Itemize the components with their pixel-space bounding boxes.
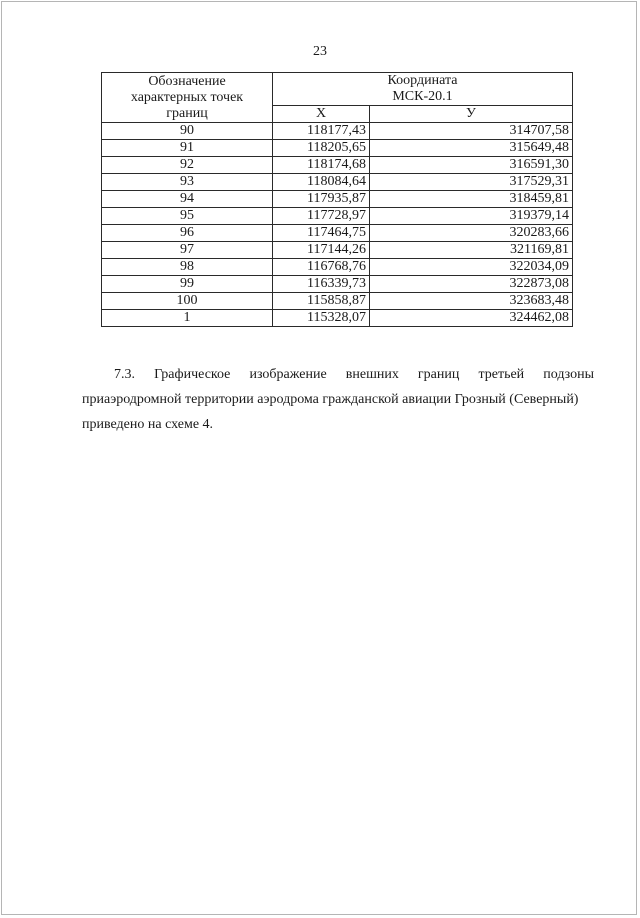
point-number-cell: 95 [102,208,273,225]
x-coordinate-cell: 118084,64 [273,174,370,191]
header-designation-line: Обозначение [148,73,226,89]
header-coordinate-line: МСК-20.1 [392,89,453,104]
x-coordinate-cell: 115328,07 [273,310,370,327]
table-row [102,140,573,157]
y-coordinate-cell: 316591,30 [370,157,573,174]
table-row [102,276,573,293]
paragraph-line: 7.3. Графическое изображение внешних границ третьей подзоны [114,367,594,382]
point-number-cell: 1 [102,310,273,327]
y-coordinate-cell: 321169,81 [370,242,573,259]
coordinates-table [101,72,573,327]
x-coordinate-cell: 116339,73 [273,276,370,293]
point-number-cell: 93 [102,174,273,191]
point-number-cell: 90 [102,123,273,140]
y-coordinate-cell: 320283,66 [370,225,573,242]
x-coordinate-cell: 117935,87 [273,191,370,208]
x-coordinate-cell: 117464,75 [273,225,370,242]
paragraph-line: приаэродромной территории аэродрома гражданской авиации Грозный (Северный) [82,392,579,407]
section-paragraph [82,362,594,437]
table-row [102,225,573,242]
point-number-cell: 98 [102,259,273,276]
table-row [102,123,573,140]
table-row [102,174,573,191]
x-coordinate-cell: 118205,65 [273,140,370,157]
y-coordinate-cell: 314707,58 [370,123,573,140]
y-coordinate-cell: 322034,09 [370,259,573,276]
table-row [102,191,573,208]
point-number-cell: 96 [102,225,273,242]
x-coordinate-cell: 115858,87 [273,293,370,310]
y-coordinate-cell: 318459,81 [370,191,573,208]
table-row [102,157,573,174]
table-body [102,123,573,327]
header-point-designation [102,73,273,123]
table-row [102,208,573,225]
table-header-row [102,73,573,106]
y-coordinate-cell: 322873,08 [370,276,573,293]
point-number-cell: 94 [102,191,273,208]
table-row [102,242,573,259]
table-row [102,293,573,310]
header-designation-line: границ [166,105,208,121]
point-number-cell: 99 [102,276,273,293]
x-coordinate-cell: 117728,97 [273,208,370,225]
x-coordinate-cell: 118177,43 [273,123,370,140]
y-coordinate-cell: 324462,08 [370,310,573,327]
header-designation-line: характерных точек [130,89,244,105]
page-number: 23 [313,44,327,59]
y-coordinate-cell: 319379,14 [370,208,573,225]
x-coordinate-cell: 117144,26 [273,242,370,259]
x-coordinate-cell: 118174,68 [273,157,370,174]
header-coordinate-line: Координата [387,73,458,88]
y-coordinate-cell: 323683,48 [370,293,573,310]
point-number-cell: 91 [102,140,273,157]
header-y: У [370,106,573,123]
header-x: X [273,106,370,123]
table-row [102,310,573,327]
point-number-cell: 92 [102,157,273,174]
paragraph-line: приведено на схеме 4. [82,417,214,432]
table-row [102,259,573,276]
y-coordinate-cell: 317529,31 [370,174,573,191]
header-coordinate-system [273,73,573,106]
x-coordinate-cell: 116768,76 [273,259,370,276]
point-number-cell: 100 [102,293,273,310]
y-coordinate-cell: 315649,48 [370,140,573,157]
point-number-cell: 97 [102,242,273,259]
